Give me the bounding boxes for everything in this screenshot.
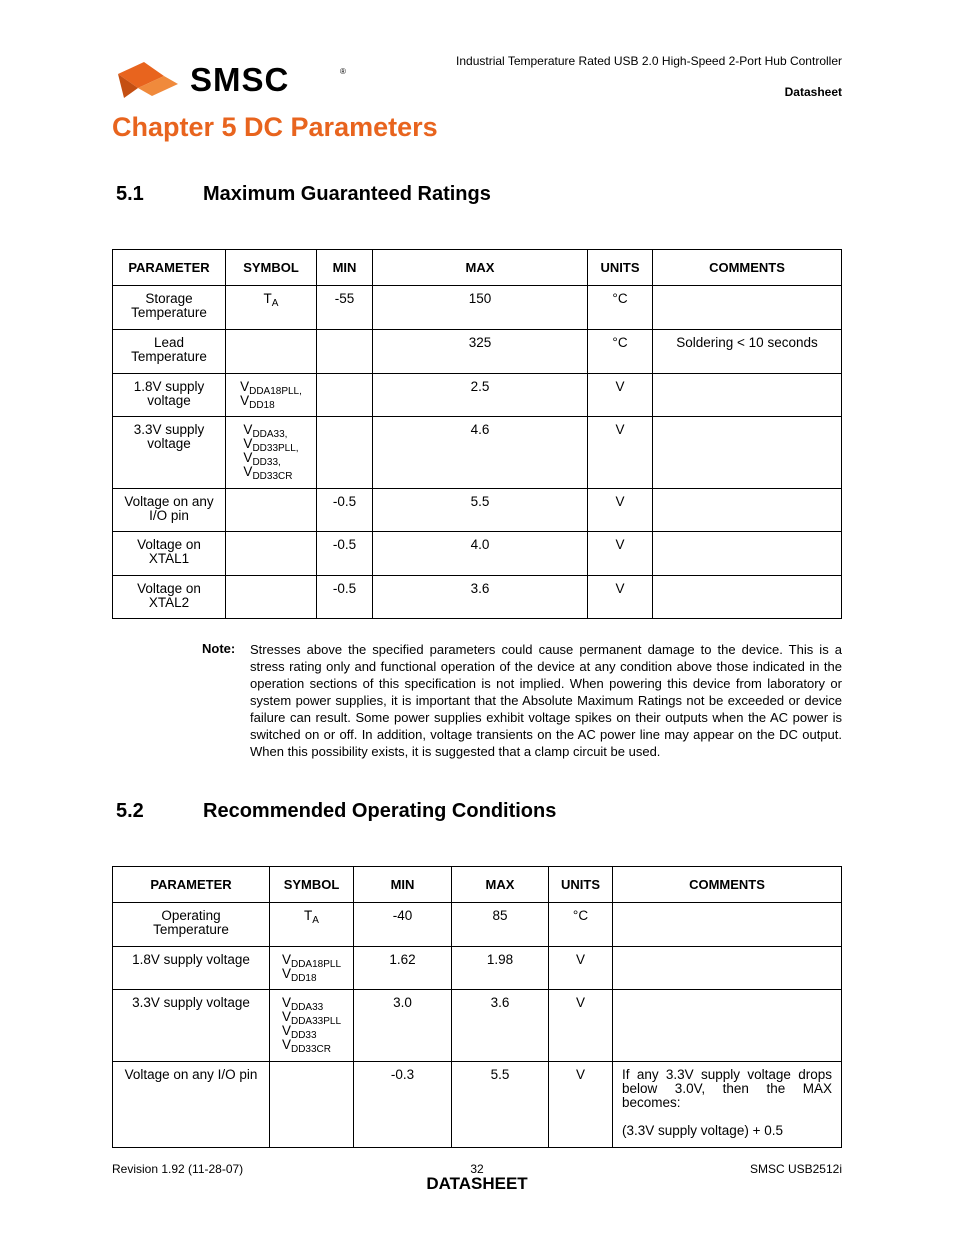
max-cell: 85 bbox=[452, 903, 549, 947]
min-cell: -40 bbox=[354, 903, 452, 947]
symbol-line bbox=[243, 464, 298, 482]
comments-cell: Soldering < 10 seconds bbox=[653, 330, 842, 374]
column-header: COMMENTS bbox=[653, 250, 842, 286]
max-cell: 4.0 bbox=[373, 532, 588, 576]
comments-cell bbox=[653, 576, 842, 619]
parameter-cell bbox=[113, 903, 270, 947]
min-cell: -55 bbox=[317, 286, 373, 330]
comment-line: (3.3V supply voltage) + 0.5 bbox=[622, 1123, 783, 1138]
note-label: Note: bbox=[202, 641, 236, 656]
parameter-line: Temperature bbox=[131, 305, 207, 320]
parameter-cell bbox=[113, 576, 226, 619]
parameter-line: 1.8V supply bbox=[133, 379, 205, 394]
table-row bbox=[113, 286, 842, 330]
smsc-logo bbox=[118, 60, 358, 104]
symbol-subscript: DD18 bbox=[249, 400, 275, 411]
symbol-letter: V bbox=[281, 952, 291, 967]
section-title: Maximum Guaranteed Ratings bbox=[203, 183, 491, 205]
max-cell: 4.6 bbox=[373, 417, 588, 489]
parameter-cell bbox=[113, 330, 226, 374]
footer-product: SMSC USB2512i bbox=[749, 1162, 842, 1176]
min-cell: -0.5 bbox=[317, 489, 373, 532]
comments-cell bbox=[613, 903, 842, 947]
column-header: MIN bbox=[317, 250, 373, 286]
comments-cell bbox=[653, 374, 842, 417]
symbol-line bbox=[243, 422, 298, 440]
table-row bbox=[113, 374, 842, 417]
section-number: 5.1 bbox=[116, 183, 144, 205]
units-cell: °C bbox=[588, 330, 653, 374]
max-cell: 5.5 bbox=[373, 489, 588, 532]
parameter-line: Temperature bbox=[153, 922, 229, 937]
symbol-line bbox=[281, 1037, 341, 1055]
min-cell: -0.3 bbox=[354, 1062, 452, 1148]
symbol-line bbox=[281, 952, 342, 970]
section-heading-5-1 bbox=[116, 183, 491, 206]
max-cell: 2.5 bbox=[373, 374, 588, 417]
column-header: COMMENTS bbox=[613, 867, 842, 903]
parameter-line: Storage bbox=[145, 291, 193, 306]
symbol-cell bbox=[226, 330, 317, 374]
min-cell: -0.5 bbox=[317, 576, 373, 619]
column-header: UNITS bbox=[588, 250, 653, 286]
symbol-subscript: A bbox=[271, 298, 279, 309]
section-heading-5-2 bbox=[116, 800, 556, 823]
symbol-stack bbox=[281, 995, 342, 1055]
symbol-letter: V bbox=[281, 1009, 291, 1024]
table-row bbox=[113, 489, 842, 532]
min-cell: 1.62 bbox=[354, 947, 452, 990]
parameter-line: I/O pin bbox=[149, 508, 189, 523]
table-row bbox=[113, 990, 842, 1062]
units-cell: V bbox=[549, 1062, 613, 1148]
section-number: 5.2 bbox=[116, 800, 144, 822]
symbol-subscript: DD18 bbox=[290, 973, 317, 984]
symbol-subscript: DDA18PLL bbox=[290, 959, 342, 970]
comments-cell bbox=[653, 417, 842, 489]
table-row bbox=[113, 417, 842, 489]
symbol-subscript: DDA33, bbox=[252, 429, 288, 440]
parameter-cell bbox=[113, 374, 226, 417]
units-cell: V bbox=[549, 990, 613, 1062]
parameter-cell bbox=[113, 489, 226, 532]
symbol-letter: V bbox=[281, 1023, 291, 1038]
parameter-line: 1.8V supply voltage bbox=[132, 952, 250, 967]
units-cell: °C bbox=[588, 286, 653, 330]
parameter-cell bbox=[113, 532, 226, 576]
table-row bbox=[113, 903, 842, 947]
symbol-line bbox=[281, 995, 341, 1013]
symbol-letter: V bbox=[240, 379, 250, 394]
max-cell: 3.6 bbox=[452, 990, 549, 1062]
symbol-subscript: A bbox=[312, 915, 319, 926]
symbol-cell bbox=[270, 947, 354, 990]
header-title: Industrial Temperature Rated USB 2.0 High-Speed 2-Port Hub Controller bbox=[456, 54, 842, 68]
symbol-cell bbox=[270, 1062, 354, 1148]
min-cell: 3.0 bbox=[354, 990, 452, 1062]
symbol-cell bbox=[226, 417, 317, 489]
units-cell: V bbox=[588, 374, 653, 417]
symbol-cell bbox=[226, 489, 317, 532]
max-cell: 325 bbox=[373, 330, 588, 374]
chapter-title: Chapter 5 DC Parameters bbox=[112, 112, 438, 142]
units-cell: V bbox=[588, 576, 653, 619]
parameter-line: Lead bbox=[153, 335, 185, 350]
column-header: SYMBOL bbox=[226, 250, 317, 286]
max-cell: 3.6 bbox=[373, 576, 588, 619]
symbol-line bbox=[281, 1009, 342, 1027]
symbol-stack bbox=[304, 908, 319, 926]
symbol-stack bbox=[281, 952, 342, 984]
column-header: MIN bbox=[354, 867, 452, 903]
symbol-line bbox=[240, 379, 302, 397]
table-header-row bbox=[113, 867, 842, 903]
comments-cell bbox=[653, 532, 842, 576]
comments-cell bbox=[613, 990, 842, 1062]
column-header: UNITS bbox=[549, 867, 613, 903]
column-header: MAX bbox=[373, 250, 588, 286]
parameter-line: Voltage on bbox=[137, 581, 201, 596]
parameter-line: voltage bbox=[147, 436, 191, 451]
units-cell: V bbox=[588, 489, 653, 532]
table-row bbox=[113, 947, 842, 990]
symbol-subscript: DDA33 bbox=[290, 1002, 324, 1013]
max-cell: 5.5 bbox=[452, 1062, 549, 1148]
parameter-line: XTAL1 bbox=[148, 551, 190, 566]
comments-cell bbox=[653, 286, 842, 330]
note-text: Stresses above the specified parameters could cause permanent damage to the device. This is a stress rating only and functional operation of the device at any condition above those indicated in the operation sections of this specification is not implied. When powering this device from laboratory or system power supplies, it is important that the Absolute Maximum Ratings not be exceeded or device failure can result. Some power supplies exhibit voltage spikes on their outputs when the AC power is switched on or off. In addition, voltage transients on the AC power line may appear on the DC output. When this possibility exists, it is suggested that a clamp circuit be used. bbox=[250, 642, 842, 759]
symbol-letter: V bbox=[281, 1037, 291, 1052]
parameter-line: Voltage on any I/O pin bbox=[124, 1067, 258, 1082]
symbol-line bbox=[304, 908, 319, 926]
symbol-letter: V bbox=[243, 436, 253, 451]
parameter-cell bbox=[113, 1062, 270, 1148]
table-row bbox=[113, 1062, 842, 1148]
units-cell: V bbox=[588, 417, 653, 489]
logo-wordmark: SMSC bbox=[190, 61, 290, 98]
footer-datasheet-label: DATASHEET bbox=[426, 1174, 528, 1193]
footer-revision: Revision 1.92 (11-28-07) bbox=[112, 1162, 244, 1176]
min-cell bbox=[317, 417, 373, 489]
symbol-line bbox=[263, 291, 279, 309]
table-row bbox=[113, 330, 842, 374]
column-header: MAX bbox=[452, 867, 549, 903]
symbol-letter: V bbox=[243, 450, 253, 465]
symbol-letter: V bbox=[281, 995, 291, 1010]
symbol-subscript: DD33CR bbox=[252, 471, 293, 482]
min-cell: -0.5 bbox=[317, 532, 373, 576]
symbol-subscript: DDA18PLL, bbox=[249, 386, 302, 397]
units-cell: V bbox=[549, 947, 613, 990]
symbol-cell bbox=[226, 374, 317, 417]
symbol-stack bbox=[240, 379, 302, 411]
symbol-letter: V bbox=[243, 422, 253, 437]
symbol-cell bbox=[270, 990, 354, 1062]
symbol-cell bbox=[226, 532, 317, 576]
operating-conditions-table bbox=[112, 866, 842, 1148]
symbol-subscript: DDA33PLL bbox=[290, 1016, 342, 1027]
parameter-line: Voltage on any bbox=[124, 494, 214, 509]
table-row bbox=[113, 576, 842, 619]
min-cell bbox=[317, 374, 373, 417]
min-cell bbox=[317, 330, 373, 374]
parameter-line: XTAL2 bbox=[148, 595, 190, 610]
comment-line: If any 3.3V supply voltage drops below 3.0V, then the MAX becomes: bbox=[622, 1067, 832, 1110]
header-subtitle: Datasheet bbox=[784, 85, 842, 99]
table-header-row bbox=[113, 250, 842, 286]
units-cell: V bbox=[588, 532, 653, 576]
symbol-letter: T bbox=[304, 908, 313, 923]
symbol-cell bbox=[226, 286, 317, 330]
parameter-line: voltage bbox=[147, 393, 191, 408]
max-cell: 1.98 bbox=[452, 947, 549, 990]
units-cell: °C bbox=[549, 903, 613, 947]
column-header: PARAMETER bbox=[113, 250, 226, 286]
max-ratings-table bbox=[112, 249, 842, 619]
column-header: PARAMETER bbox=[113, 867, 270, 903]
parameter-cell bbox=[113, 417, 226, 489]
symbol-letter: V bbox=[240, 393, 250, 408]
symbol-subscript: DD33 bbox=[290, 1030, 317, 1041]
symbol-letter: T bbox=[263, 291, 272, 306]
max-cell: 150 bbox=[373, 286, 588, 330]
comments-cell bbox=[653, 489, 842, 532]
symbol-line bbox=[243, 436, 299, 454]
parameter-cell bbox=[113, 990, 270, 1062]
parameter-line: 3.3V supply voltage bbox=[132, 995, 250, 1010]
parameter-line: Voltage on bbox=[137, 537, 201, 552]
symbol-stack bbox=[243, 422, 299, 482]
symbol-subscript: DD33, bbox=[252, 457, 281, 468]
footer-page-number: 32 bbox=[470, 1162, 484, 1176]
symbol-cell bbox=[270, 903, 354, 947]
parameter-cell bbox=[113, 286, 226, 330]
parameter-line: 3.3V supply bbox=[133, 422, 205, 437]
symbol-subscript: DD33PLL, bbox=[252, 443, 299, 454]
symbol-letter: V bbox=[281, 966, 291, 981]
parameter-cell bbox=[113, 947, 270, 990]
section-title: Recommended Operating Conditions bbox=[203, 800, 557, 822]
symbol-stack bbox=[263, 291, 279, 309]
symbol-cell bbox=[226, 576, 317, 619]
logo-registered: ® bbox=[340, 67, 346, 76]
symbol-letter: V bbox=[243, 464, 253, 479]
symbol-subscript: DD33CR bbox=[290, 1044, 331, 1055]
comments-cell bbox=[613, 1062, 842, 1148]
parameter-line: Operating bbox=[161, 908, 221, 923]
column-header: SYMBOL bbox=[270, 867, 354, 903]
smsc-logo-icon bbox=[118, 60, 358, 104]
parameter-line: Temperature bbox=[131, 349, 207, 364]
table-row bbox=[113, 532, 842, 576]
comments-cell bbox=[613, 947, 842, 990]
